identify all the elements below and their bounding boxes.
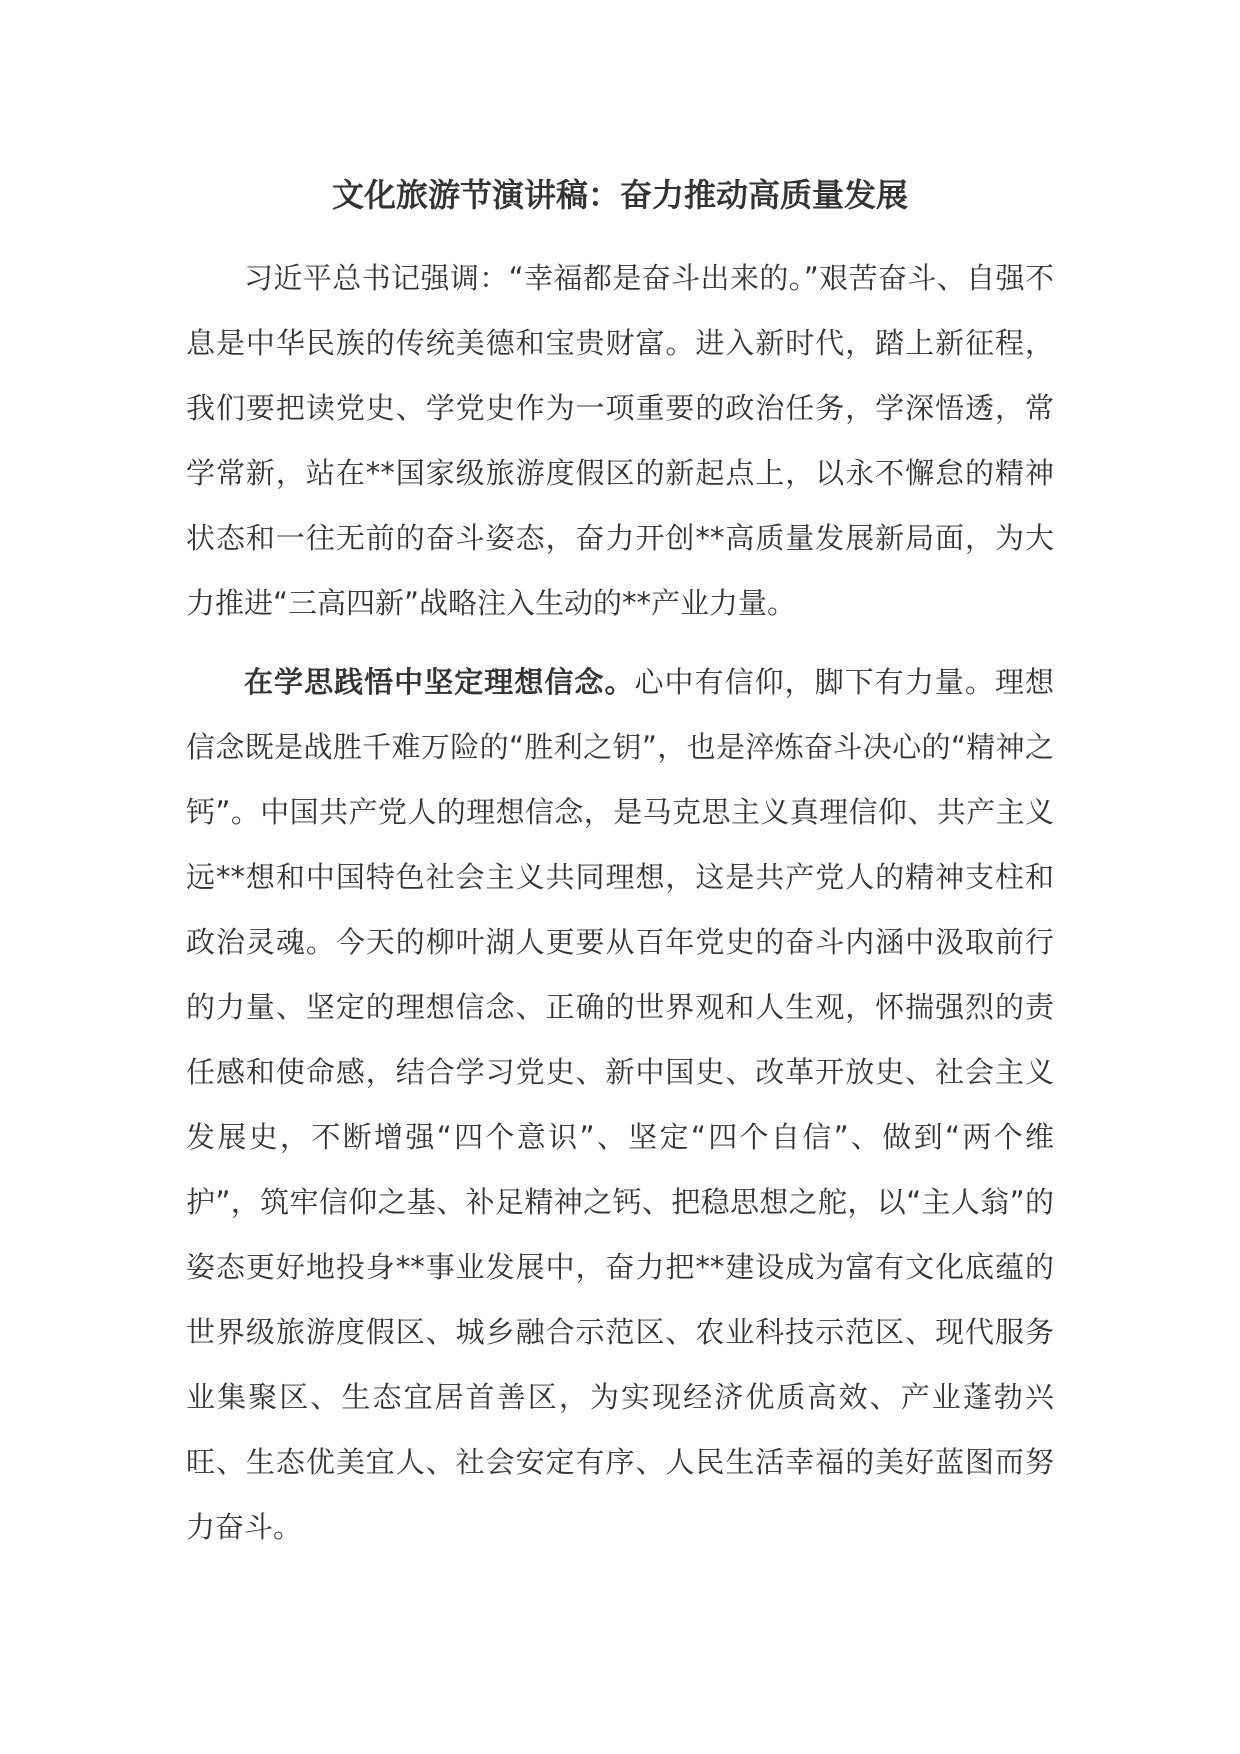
paragraph-text: 习近平总书记强调：“幸福都是奋斗出来的。”艰苦奋斗、自强不息是中华民族的传统美德和宝贵财富。进入新时代，踏上新征程，我们要把读党史、学党史作为一项重要的政治任务，学深悟透，常学常新，站在**国家级旅游度假区的新起点上，以永不懈怠的精神状态和一往无前的奋斗姿态，奋力开创**高质量发展新局面，为大力推进“三高四新”战略注入生动的**产业力量。 xyxy=(186,261,1054,620)
paragraph-text: 心中有信仰，脚下有力量。理想信念既是战胜千难万险的“胜利之钥”，也是淬炼奋斗决心的“精神之钙”。中国共产党人的理想信念，是马克思主义真理信仰、共产主义远**想和中国特色社会主义共同理想，这是共产党人的精神支柱和政治灵魂。今天的柳叶湖人更要从百年党史的奋斗内涵中汲取前行的力量、坚定的理想信念、正确的世界观和人生观，怀揣强烈的责任感和使命感，结合学习党史、新中国史、改革开放史、社会主义发展史，不断增强“四个意识”、坚定“四个自信”、做到“两个维护”，筑牢信仰之基、补足精神之钙、把稳思想之舵，以“主人翁”的姿态更好地投身**事业发展中，奋力把**建设成为富有文化底蕴的世界级旅游度假区、城乡融合示范区、农业科技示范区、现代服务业集聚区、生态宜居首善区，为实现经济优质高效、产业蓬勃兴旺、生态优美宜人、社会安定有序、人民生活幸福的美好蓝图而努力奋斗。 xyxy=(186,665,1054,1544)
paragraph-lead: 在学思践悟中坚定理想信念。 xyxy=(244,665,635,699)
paragraph-ideals xyxy=(186,650,1054,1560)
document-title: 文化旅游节演讲稿：奋力推动高质量发展 xyxy=(331,176,908,214)
paragraph-intro xyxy=(186,246,1054,636)
